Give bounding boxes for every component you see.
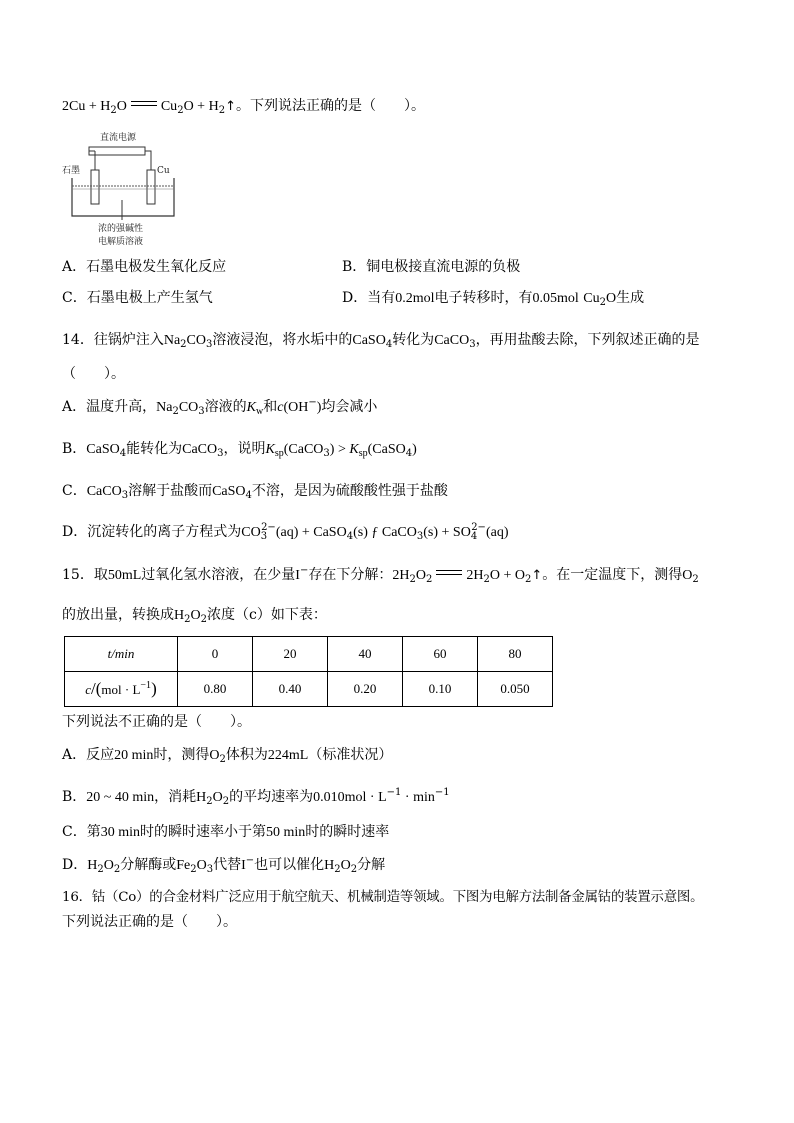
- text: 0.2mol: [395, 291, 435, 306]
- text: O: [212, 790, 223, 805]
- table-cell: 0.40: [253, 672, 328, 707]
- q14-stem: 14．往锅炉注入$Na_2CO_3$溶液浸泡，将水垢中的CaSO$_4$转化为CaCO$_3$，再用盐酸去除，下列叙述正确的是: [62, 332, 700, 350]
- text: 生成: [616, 290, 645, 306]
- text: Na: [163, 333, 181, 348]
- text: 的平均速率为: [229, 789, 314, 805]
- text: 过氧化氢水溶液，在少量: [141, 567, 296, 583]
- text: 50 min: [266, 825, 306, 840]
- text: 时的瞬时速率小于第: [140, 824, 266, 840]
- text: CaCO: [434, 333, 470, 348]
- text: A．温度升高，: [62, 399, 157, 415]
- q13-option-c[interactable]: C．石墨电极上产生氢气: [62, 290, 213, 306]
- text: · min: [401, 790, 435, 805]
- text: 均会减小: [321, 399, 378, 415]
- text: 30 min: [100, 825, 140, 840]
- left-electrode-label: 石墨: [62, 166, 81, 176]
- text: ): [412, 442, 417, 457]
- text: 2H: [466, 568, 484, 583]
- text: 溶解于盐酸而: [128, 483, 213, 499]
- text: B．: [62, 789, 87, 805]
- power-label: 直流电源: [100, 133, 137, 143]
- text: 224mL: [267, 748, 309, 763]
- text: H: [87, 858, 98, 873]
- text: (aq): [485, 525, 509, 540]
- text: O: [415, 568, 426, 583]
- text: O: [340, 858, 351, 873]
- text: 存在下分解：: [308, 567, 393, 583]
- text: O: [190, 608, 201, 623]
- text: 溶液的: [204, 399, 247, 415]
- text: sp: [358, 448, 368, 459]
- text: O: [196, 858, 207, 873]
- table-row: [65, 672, 553, 707]
- text: 分解: [357, 857, 386, 873]
- text: 不溶，是因为硫酸酸性强于盐酸: [251, 483, 448, 499]
- text: CaSO: [352, 333, 386, 348]
- text: D．: [62, 857, 88, 873]
- copper-electrode: [147, 170, 155, 204]
- q14-option-a[interactable]: A．温度升高，$Na_2CO_3$溶液的$K_w$和c(OH−)均会减小: [62, 397, 378, 417]
- text: 的放出量，转换成: [62, 607, 174, 623]
- text: O: [209, 748, 220, 763]
- text: 代替: [213, 857, 242, 873]
- text: 时的瞬时速率: [305, 824, 390, 840]
- electrolyte-label-1: 浓的强碱性: [98, 224, 144, 234]
- text: 0.010mol · L: [313, 790, 387, 805]
- q14-option-c[interactable]: C．CaCO$_3$溶解于盐酸而CaSO$_4$不溶，是因为硫酸酸性强于盐酸: [62, 483, 448, 501]
- beaker: [72, 178, 174, 216]
- text: 15．取: [62, 567, 108, 583]
- up-arrow-icon: ↑: [225, 99, 236, 114]
- q13-equation: $2Cu + H_2O$ $Cu_2O$ + $H_2↑$。下列说法正确的是（ ）。: [62, 98, 425, 116]
- q15-stem-line2: 的放出量，转换成$H_2O_2$浓度（c）如下表：: [62, 607, 327, 625]
- table-header-cell: $c/(mol \cdot L^{-1})$: [65, 672, 178, 707]
- text: 溶液浸泡，将水垢中的: [212, 332, 353, 348]
- text: 和: [263, 399, 278, 415]
- text: O: [682, 568, 693, 583]
- text: 20 ~ 40 min: [86, 790, 155, 805]
- text: 时，测得: [153, 747, 210, 763]
- text: 2H: [392, 568, 410, 583]
- q16-stem-line2: 下列说法正确的是（ ）。: [62, 914, 237, 930]
- text: Na: [156, 400, 173, 415]
- equals-sign: [436, 570, 462, 575]
- q13-option-b[interactable]: B．铜电极接直流电源的负极: [342, 259, 521, 275]
- graphite-electrode: [91, 170, 99, 204]
- text: (aq) + CaSO: [275, 525, 347, 540]
- text: I: [241, 858, 246, 873]
- table-cell: 0.80: [178, 672, 253, 707]
- text: 浓度（c）如下表：: [207, 607, 327, 623]
- text: mol · L: [101, 682, 141, 697]
- text: 也可以催化: [254, 857, 325, 873]
- text: ，再用盐酸去除，下列叙述正确的是: [475, 332, 700, 348]
- text: 分解酶或: [120, 857, 177, 873]
- table-cell: 80: [478, 637, 553, 672]
- text: 转化为: [392, 332, 435, 348]
- text: 20 min: [114, 748, 154, 763]
- text: Fe: [176, 858, 191, 873]
- table-header-cell: [65, 637, 178, 672]
- text: K: [265, 442, 275, 457]
- text: ，消耗: [154, 789, 197, 805]
- equals-sign: [131, 101, 157, 106]
- text: CO: [178, 400, 199, 415]
- text: A．反应: [62, 747, 115, 763]
- table-cell: 40: [328, 637, 403, 672]
- table-cell: 0: [178, 637, 253, 672]
- table-cell: 60: [403, 637, 478, 672]
- text: B．: [62, 441, 87, 457]
- text: 14．往锅炉注入: [62, 332, 164, 348]
- table-cell: 0.10: [403, 672, 478, 707]
- text: 体积为: [225, 747, 268, 763]
- text: H: [324, 858, 335, 873]
- text: w: [256, 406, 264, 417]
- text: CaSO: [86, 442, 120, 457]
- electrolysis-figure: [62, 128, 182, 250]
- text: c: [277, 400, 284, 415]
- text: O: [103, 858, 114, 873]
- up-arrow-icon: ↑: [531, 568, 543, 583]
- text: O + O: [489, 568, 525, 583]
- text: OH: [288, 400, 309, 415]
- q15-prompt: 下列说法不正确的是（ ）。: [62, 714, 251, 730]
- text: CaCO: [182, 442, 218, 457]
- text: 。在一定温度下，测得: [542, 567, 683, 583]
- electrolyte-label-2: 电解质溶液: [98, 237, 144, 247]
- text: H: [196, 790, 207, 805]
- text: 能转化为: [126, 441, 183, 457]
- right-electrode-label: Cu: [157, 166, 170, 176]
- text: sp: [274, 448, 284, 459]
- q16-stem: 16．钴（Co）的合金材料广泛应用于航空航天、机械制造等领域。下图为电解方法制备金属钴的装置示意图。: [62, 890, 704, 905]
- text: K: [349, 442, 359, 457]
- text: I: [295, 568, 300, 583]
- text: C．第: [62, 824, 101, 840]
- text: CaSO: [212, 484, 246, 499]
- text: (CaSO: [367, 442, 406, 457]
- text: c: [85, 682, 92, 697]
- q13-option-d[interactable]: D．当有0.2mol电子转移时，有0.05mol $Cu_2O$生成: [342, 290, 645, 308]
- q15-option-d[interactable]: D．$H_2O_2$分解酶或$Fe_2O_3$代替I−也可以催化$H_2O_2$分解: [62, 855, 386, 875]
- text: t/min: [107, 646, 135, 661]
- text: 电子转移时，有: [434, 290, 533, 306]
- text: D．沉淀转化的离子方程式为: [62, 524, 242, 540]
- text: O: [116, 99, 127, 114]
- text: CO: [186, 333, 206, 348]
- q13-option-a[interactable]: A．石墨电极发生氧化反应: [62, 259, 227, 275]
- text: C．: [62, 483, 87, 499]
- table-cell: 0.050: [478, 672, 553, 707]
- table-cell: 20: [253, 637, 328, 672]
- text: (CaCO: [283, 442, 324, 457]
- q15-option-a[interactable]: A．反应20 min时，测得$O_2$体积为224mL（标准状况）: [62, 747, 393, 765]
- text: O: [605, 291, 617, 306]
- q15-option-c[interactable]: [62, 822, 389, 843]
- text: CO: [241, 525, 261, 540]
- text: Cu: [160, 99, 178, 114]
- text: 2Cu + H: [62, 99, 111, 114]
- q14-option-b[interactable]: B．CaSO$_4$能转化为CaCO$_3$，说明$K_{sp}(CaCO_3)$ > $K_{sp}(CaSO_4)$: [62, 441, 417, 459]
- concentration-table: [64, 636, 553, 707]
- text: K: [246, 400, 256, 415]
- text: 0.05mol: [532, 291, 579, 306]
- text: （标准状况）: [308, 747, 393, 763]
- text: Cu: [583, 291, 600, 306]
- q15-stem: 15．取50mL过氧化氢水溶液，在少量I−存在下分解：$2H_2O_2$ $2H_2O$ + $O_2↑$。在一定温度下，测得$O_2$: [62, 565, 699, 585]
- text: (s) + SO: [423, 525, 471, 540]
- table-cell: 0.20: [328, 672, 403, 707]
- text: (s) ƒ CaCO: [353, 525, 417, 540]
- text: 50mL: [107, 568, 142, 583]
- text: D．当有: [342, 290, 396, 306]
- q15-option-b[interactable]: B．20 ~ 40 min，消耗$H_2O_2$的平均速率为$0.010mol \cdot L^{-1} \cdot \min^{-1}$: [62, 787, 450, 807]
- text: 。下列说法正确的是（ ）。: [235, 98, 425, 114]
- text: ) >: [329, 442, 350, 457]
- text: ，说明: [223, 441, 266, 457]
- text: O + H: [183, 99, 219, 114]
- power-supply: [89, 147, 145, 155]
- table-row: [65, 637, 553, 672]
- text: H: [174, 608, 185, 623]
- text: CaCO: [86, 484, 122, 499]
- q14-stem-line2: （ ）。: [62, 366, 125, 382]
- q14-option-d[interactable]: D．沉淀转化的离子方程式为$CO_3^{2-}(aq)$ + CaSO$_4$(s) ƒ CaCO$_3$(s) + $SO_4^{2-}(aq)$: [62, 522, 509, 542]
